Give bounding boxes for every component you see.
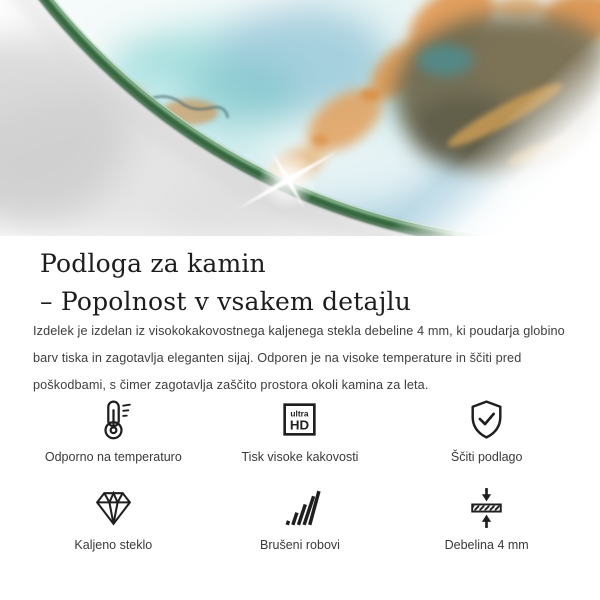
feature-print-quality: [207, 397, 394, 464]
title-line-2: – Popolnost v vsakem detajlu: [40, 286, 412, 316]
feature-label: Odporno na temperaturo: [44, 450, 182, 464]
feature-polished-edges: [207, 485, 394, 552]
ultra-hd-badge-bottom: HD: [290, 417, 310, 433]
feature-protects-surface: [393, 397, 580, 464]
glass-panel-illustration: [0, 0, 600, 236]
thickness-icon: [464, 485, 509, 530]
feature-label: Tisk visoke kakovosti: [241, 450, 359, 464]
feature-label: Debelina 4 mm: [444, 538, 529, 552]
ultra-hd-icon: [277, 397, 322, 442]
brushed-edges-icon: [277, 485, 322, 530]
feature-label: Ščiti podlago: [450, 450, 523, 464]
feature-label: Brušeni robovi: [260, 538, 340, 552]
feature-label: Kaljeno steklo: [74, 538, 153, 552]
title-line-1: Podloga za kamin: [40, 248, 266, 278]
feature-temperature: [20, 397, 207, 464]
product-description: Izdelek je izdelan iz visokokakovostnega kaljenega stekla debeline 4 mm, ki poudarja globino barv tiska in zagotavlja eleganten sijaj. Odporen je na visoke temperature in ščiti pred poškodbami, s čimer zagotavlja zaščito prostora okoli kamina za leta.: [33, 323, 565, 392]
feature-thickness: [393, 485, 580, 552]
product-image: [0, 0, 600, 236]
thermometer-icon: [91, 397, 136, 442]
ultra-hd-badge-top: ultra: [290, 408, 310, 419]
features-grid: [20, 397, 580, 552]
diamond-icon: [91, 485, 136, 530]
shield-check-icon: [464, 397, 509, 442]
feature-tempered-glass: [20, 485, 207, 552]
page-title: [40, 245, 560, 321]
